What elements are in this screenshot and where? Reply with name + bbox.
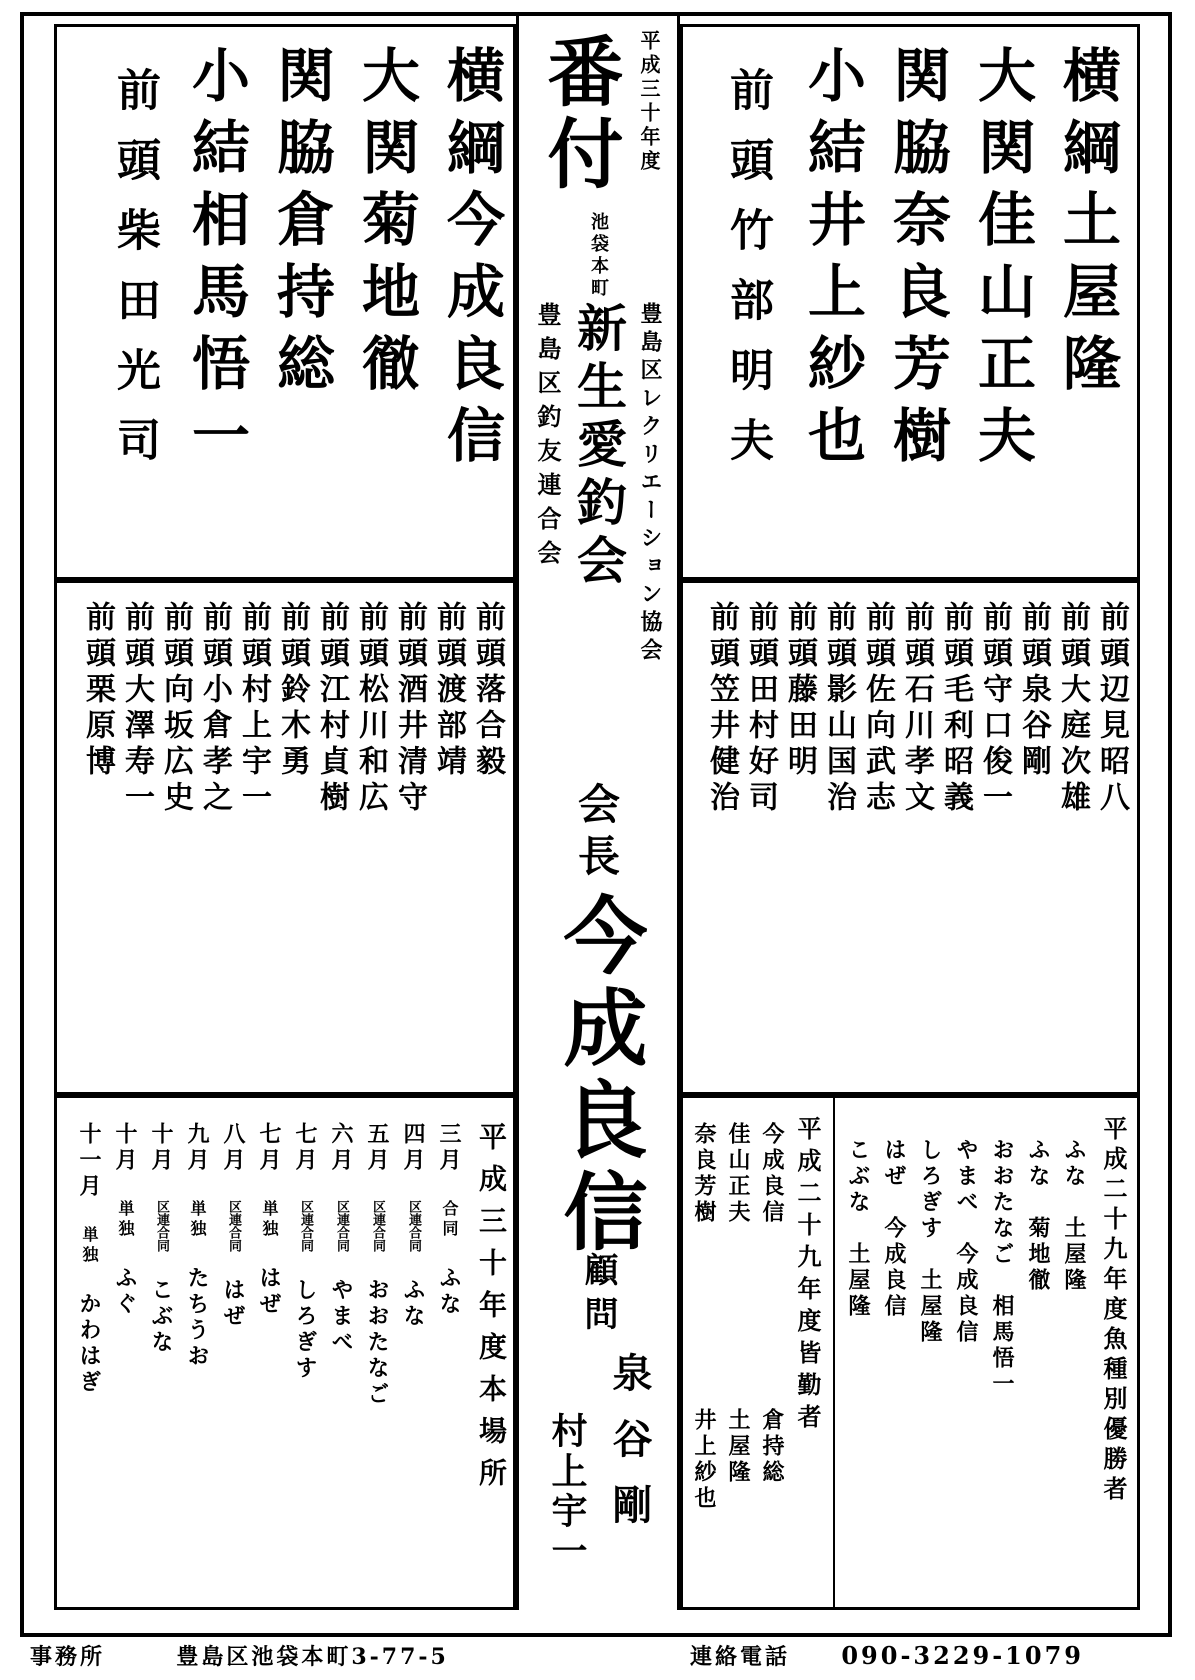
attendance-title: 平成二十九年度皆勤者 bbox=[793, 1116, 822, 1436]
schedule-title: 平成三十年度本場所 bbox=[475, 1122, 508, 1500]
rank-ozeki-right: 大関佳山正夫 bbox=[968, 45, 1036, 477]
phone-label: 連絡電話 bbox=[690, 1644, 791, 1670]
center-panel bbox=[516, 12, 680, 1610]
advisor-2: 村上宇一 bbox=[546, 1412, 588, 1572]
awards-divider bbox=[833, 1098, 835, 1607]
office-address: 豊島区池袋本町3-77-5 bbox=[176, 1644, 449, 1670]
attendance-name: 倉持総 bbox=[759, 1408, 785, 1486]
top-left-box bbox=[54, 24, 516, 580]
fish-winner-row: ふな 土屋隆 bbox=[1061, 1138, 1087, 1294]
affiliation-2: 豊島区釣友連合会 bbox=[533, 302, 562, 574]
footer-office bbox=[30, 1640, 449, 1671]
mid-right-entry: 前頭泉谷剛 bbox=[1016, 601, 1051, 781]
fish-winners-title: 平成二十九年度魚種別優勝者 bbox=[1099, 1116, 1128, 1506]
fish-winner-row: やまべ 今成良信 bbox=[953, 1138, 979, 1346]
mid-right-entry: 前頭藤田明 bbox=[782, 601, 817, 781]
rank-komusubi-left: 小結相馬悟一 bbox=[182, 45, 250, 477]
schedule-row: 四月 区連合同 ふな bbox=[400, 1122, 426, 1330]
mid-right-entry: 前頭辺見昭八 bbox=[1094, 601, 1129, 817]
mid-right-entry: 前頭守口俊一 bbox=[977, 601, 1012, 817]
fish-winner-row: おおたなご 相馬悟一 bbox=[989, 1138, 1015, 1398]
location-label: 池袋本町 bbox=[588, 212, 609, 300]
mid-left-entry: 前頭鈴木勇 bbox=[275, 601, 310, 781]
mid-right-entry: 前頭大庭次雄 bbox=[1055, 601, 1090, 817]
attendance-name: 佳山正夫 bbox=[725, 1122, 751, 1226]
mid-right-entry: 前頭石川孝文 bbox=[899, 601, 934, 817]
rank-yokozuna-left: 横綱今成良信 bbox=[437, 45, 505, 477]
footer-phone bbox=[690, 1640, 1084, 1671]
advisor-label: 顧問 bbox=[578, 1252, 618, 1340]
mid-left-entry: 前頭大澤寿一 bbox=[119, 601, 154, 817]
mid-right-entry: 前頭毛利昭義 bbox=[938, 601, 973, 817]
rank-ozeki-left: 大関菊地徹 bbox=[352, 45, 420, 405]
schedule-row: 七月 単独 はぜ bbox=[256, 1122, 282, 1318]
fish-winner-row: こぶな 土屋隆 bbox=[845, 1138, 871, 1320]
schedule-row: 十月 区連合同 こぶな bbox=[148, 1122, 174, 1356]
affiliation-1: 豊島区レクリエーション協会 bbox=[637, 302, 663, 666]
schedule-row: 五月 区連合同 おおたなご bbox=[364, 1122, 390, 1408]
year-label: 平成三十年度 bbox=[637, 30, 661, 174]
schedule-box bbox=[54, 1095, 516, 1610]
rank-sekiwake-right: 関脇奈良芳樹 bbox=[883, 45, 951, 477]
chair-label: 会長 bbox=[572, 782, 621, 886]
mid-right-entry: 前頭影山国治 bbox=[821, 601, 856, 817]
mid-right-entry: 前頭笠井健治 bbox=[704, 601, 739, 817]
mid-left-entry: 前頭小倉孝之 bbox=[197, 601, 232, 817]
mid-left-box bbox=[54, 580, 516, 1095]
office-label: 事務所 bbox=[30, 1644, 106, 1670]
mid-left-entry: 前頭向坂広史 bbox=[158, 601, 193, 817]
schedule-row: 三月 合同 ふな bbox=[436, 1122, 462, 1318]
mid-left-entry: 前頭江村貞樹 bbox=[314, 601, 349, 817]
fish-winner-row: ふな 菊地徹 bbox=[1025, 1138, 1051, 1294]
schedule-row: 十月 単独 ふぐ bbox=[112, 1122, 138, 1318]
mid-right-box bbox=[680, 580, 1140, 1095]
mid-left-entry: 前頭渡部靖 bbox=[431, 601, 466, 781]
fish-winner-row: しろぎす 土屋隆 bbox=[917, 1138, 943, 1346]
rank-yokozuna-right: 横綱土屋隆 bbox=[1053, 45, 1121, 405]
attendance-name: 土屋隆 bbox=[725, 1408, 751, 1486]
mid-right-entry: 前頭田村好司 bbox=[743, 601, 778, 817]
mid-left-entry: 前頭松川和広 bbox=[353, 601, 388, 817]
org-name: 新生愛釣会 bbox=[569, 302, 628, 592]
mid-left-entry: 前頭村上宇一 bbox=[236, 601, 271, 817]
mid-right-entry: 前頭佐向武志 bbox=[860, 601, 895, 817]
awards-box bbox=[680, 1095, 1140, 1610]
top-right-box bbox=[680, 24, 1140, 580]
fish-winner-row: はぜ 今成良信 bbox=[881, 1138, 907, 1320]
schedule-row: 七月 区連合同 しろぎす bbox=[292, 1122, 318, 1382]
schedule-row: 十一月 単独 かわはぎ bbox=[76, 1122, 102, 1396]
banzuke-title: 番付 bbox=[535, 32, 624, 196]
schedule-row: 六月 区連合同 やまべ bbox=[328, 1122, 354, 1356]
advisor-1: 泉谷剛 bbox=[606, 1352, 653, 1550]
mid-left-entry: 前頭栗原博 bbox=[80, 601, 115, 781]
rank-maegashira-left: 前頭柴田光司 bbox=[109, 67, 160, 487]
rank-komusubi-right: 小結井上紗也 bbox=[798, 45, 866, 477]
mid-left-entry: 前頭酒井清守 bbox=[392, 601, 427, 817]
attendance-name: 奈良芳樹 bbox=[691, 1122, 717, 1226]
phone-number: 090-3229-1079 bbox=[841, 1641, 1084, 1670]
attendance-name: 井上紗也 bbox=[691, 1408, 717, 1512]
schedule-row: 八月 区連合同 はぜ bbox=[220, 1122, 246, 1330]
chair-name: 今成良信 bbox=[550, 892, 649, 1260]
attendance-name: 今成良信 bbox=[759, 1122, 785, 1226]
schedule-row: 九月 単独 たちうお bbox=[184, 1122, 210, 1370]
mid-left-entry: 前頭落合毅 bbox=[470, 601, 505, 781]
rank-maegashira-right: 前頭竹部明夫 bbox=[722, 67, 773, 487]
rank-sekiwake-left: 関脇倉持総 bbox=[267, 45, 335, 405]
